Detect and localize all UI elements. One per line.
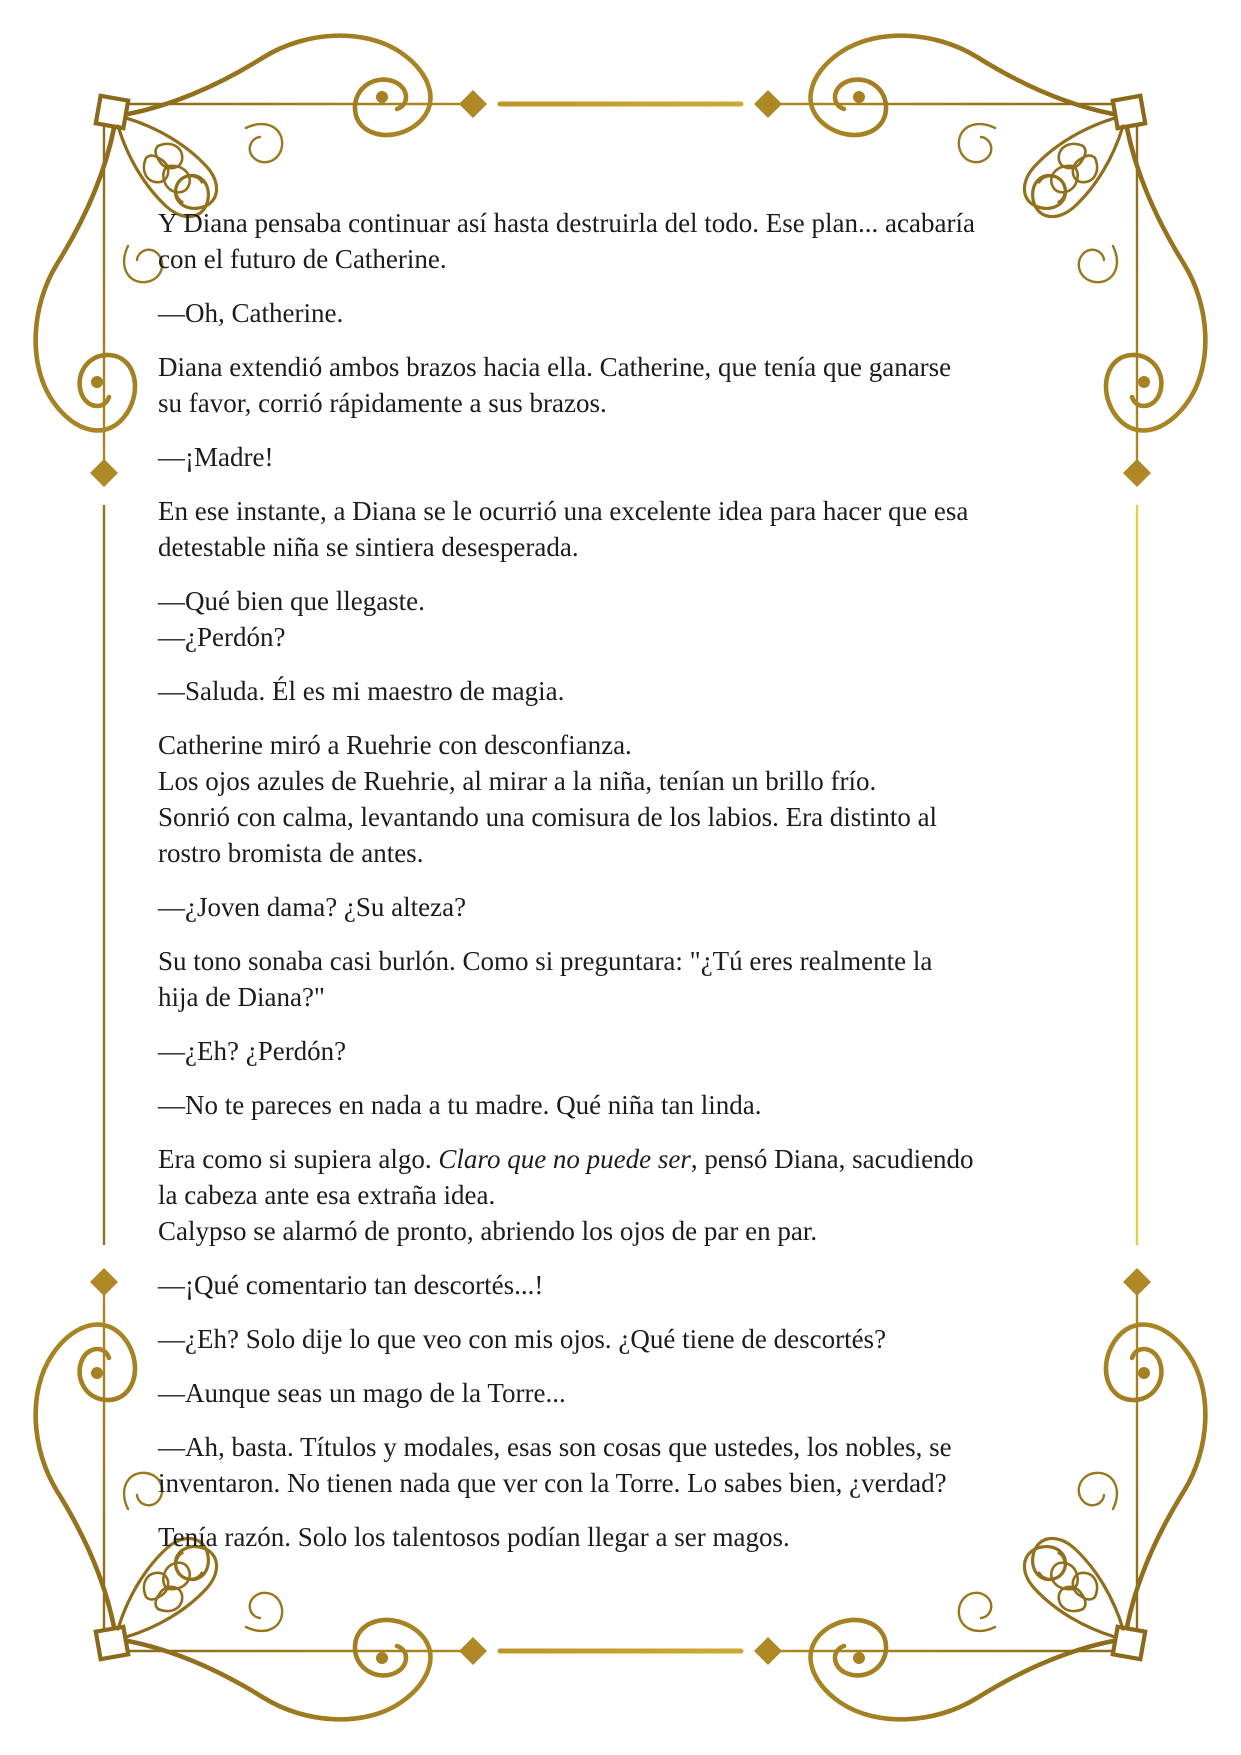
text-line: rostro bromista de antes.: [158, 838, 424, 868]
text-line: Tenía razón. Solo los talentosos podían llegar a ser magos.: [158, 1522, 790, 1552]
text-line: Diana extendió ambos brazos hacia ella. Catherine, que tenía que ganarse: [158, 352, 952, 382]
paragraph: [158, 295, 1118, 331]
text-segment: , pensó Diana, sacudiendo: [690, 1144, 974, 1174]
paragraph: [158, 1321, 1118, 1357]
text-line: —¿Eh? ¿Perdón?: [158, 1036, 347, 1066]
italic-phrase: Claro que no puede ser: [438, 1144, 691, 1174]
text-line: —Ah, basta. Títulos y modales, esas son cosas que ustedes, los nobles, se: [158, 1432, 952, 1462]
text-line: Calypso se alarmó de pronto, abriendo los ojos de par en par.: [158, 1216, 818, 1246]
text-line: —¿Joven dama? ¿Su alteza?: [158, 892, 467, 922]
text-line: con el futuro de Catherine.: [158, 244, 447, 274]
paragraph: [158, 439, 1118, 475]
text-line: [158, 1141, 1118, 1177]
text-line: detestable niña se sintiera desesperada.: [158, 532, 579, 562]
paragraph: [158, 727, 1118, 871]
text-line: —Oh, Catherine.: [158, 298, 344, 328]
text-line: inventaron. No tienen nada que ver con la Torre. Lo sabes bien, ¿verdad?: [158, 1468, 947, 1498]
text-line: la cabeza ante esa extraña idea.: [158, 1180, 496, 1210]
text-line: Los ojos azules de Ruehrie, al mirar a la niña, tenían un brillo frío.: [158, 766, 877, 796]
text-line: —No te pareces en nada a tu madre. Qué niña tan linda.: [158, 1090, 762, 1120]
paragraph: [158, 1519, 1118, 1555]
text-line: Catherine miró a Ruehrie con desconfianza.: [158, 730, 632, 760]
text-line: —¿Eh? Solo dije lo que veo con mis ojos. ¿Qué tiene de descortés?: [158, 1324, 887, 1354]
paragraph: [158, 493, 1118, 565]
paragraph: [158, 1087, 1118, 1123]
paragraph: [158, 1033, 1118, 1069]
text-line: su favor, corrió rápidamente a sus brazos.: [158, 388, 607, 418]
paragraph: [158, 205, 1118, 277]
paragraph: [158, 1267, 1118, 1303]
paragraph: [158, 1375, 1118, 1411]
text-line: —¡Madre!: [158, 442, 274, 472]
text-line: Sonrió con calma, levantando una comisura de los labios. Era distinto al: [158, 802, 938, 832]
paragraph: [158, 1141, 1118, 1249]
text-line: Su tono sonaba casi burlón. Como si preguntara: "¿Tú eres realmente la: [158, 946, 933, 976]
paragraph: [158, 943, 1118, 1015]
paragraph: [158, 889, 1118, 925]
paragraph: [158, 673, 1118, 709]
text-line: —Aunque seas un mago de la Torre...: [158, 1378, 566, 1408]
text-line: —¿Perdón?: [158, 622, 286, 652]
paragraph: [158, 583, 1118, 655]
paragraph: [158, 349, 1118, 421]
text-line: Y Diana pensaba continuar así hasta destruirla del todo. Ese plan... acabaría: [158, 208, 975, 238]
story-page: [158, 205, 1118, 1555]
text-line: En ese instante, a Diana se le ocurrió una excelente idea para hacer que esa: [158, 496, 969, 526]
paragraph: [158, 1429, 1118, 1501]
text-line: —¡Qué comentario tan descortés...!: [158, 1270, 544, 1300]
text-line: —Saluda. Él es mi maestro de magia.: [158, 676, 565, 706]
text-line: —Qué bien que llegaste.: [158, 586, 425, 616]
text-segment: Era como si supiera algo.: [158, 1144, 439, 1174]
text-line: hija de Diana?": [158, 982, 325, 1012]
